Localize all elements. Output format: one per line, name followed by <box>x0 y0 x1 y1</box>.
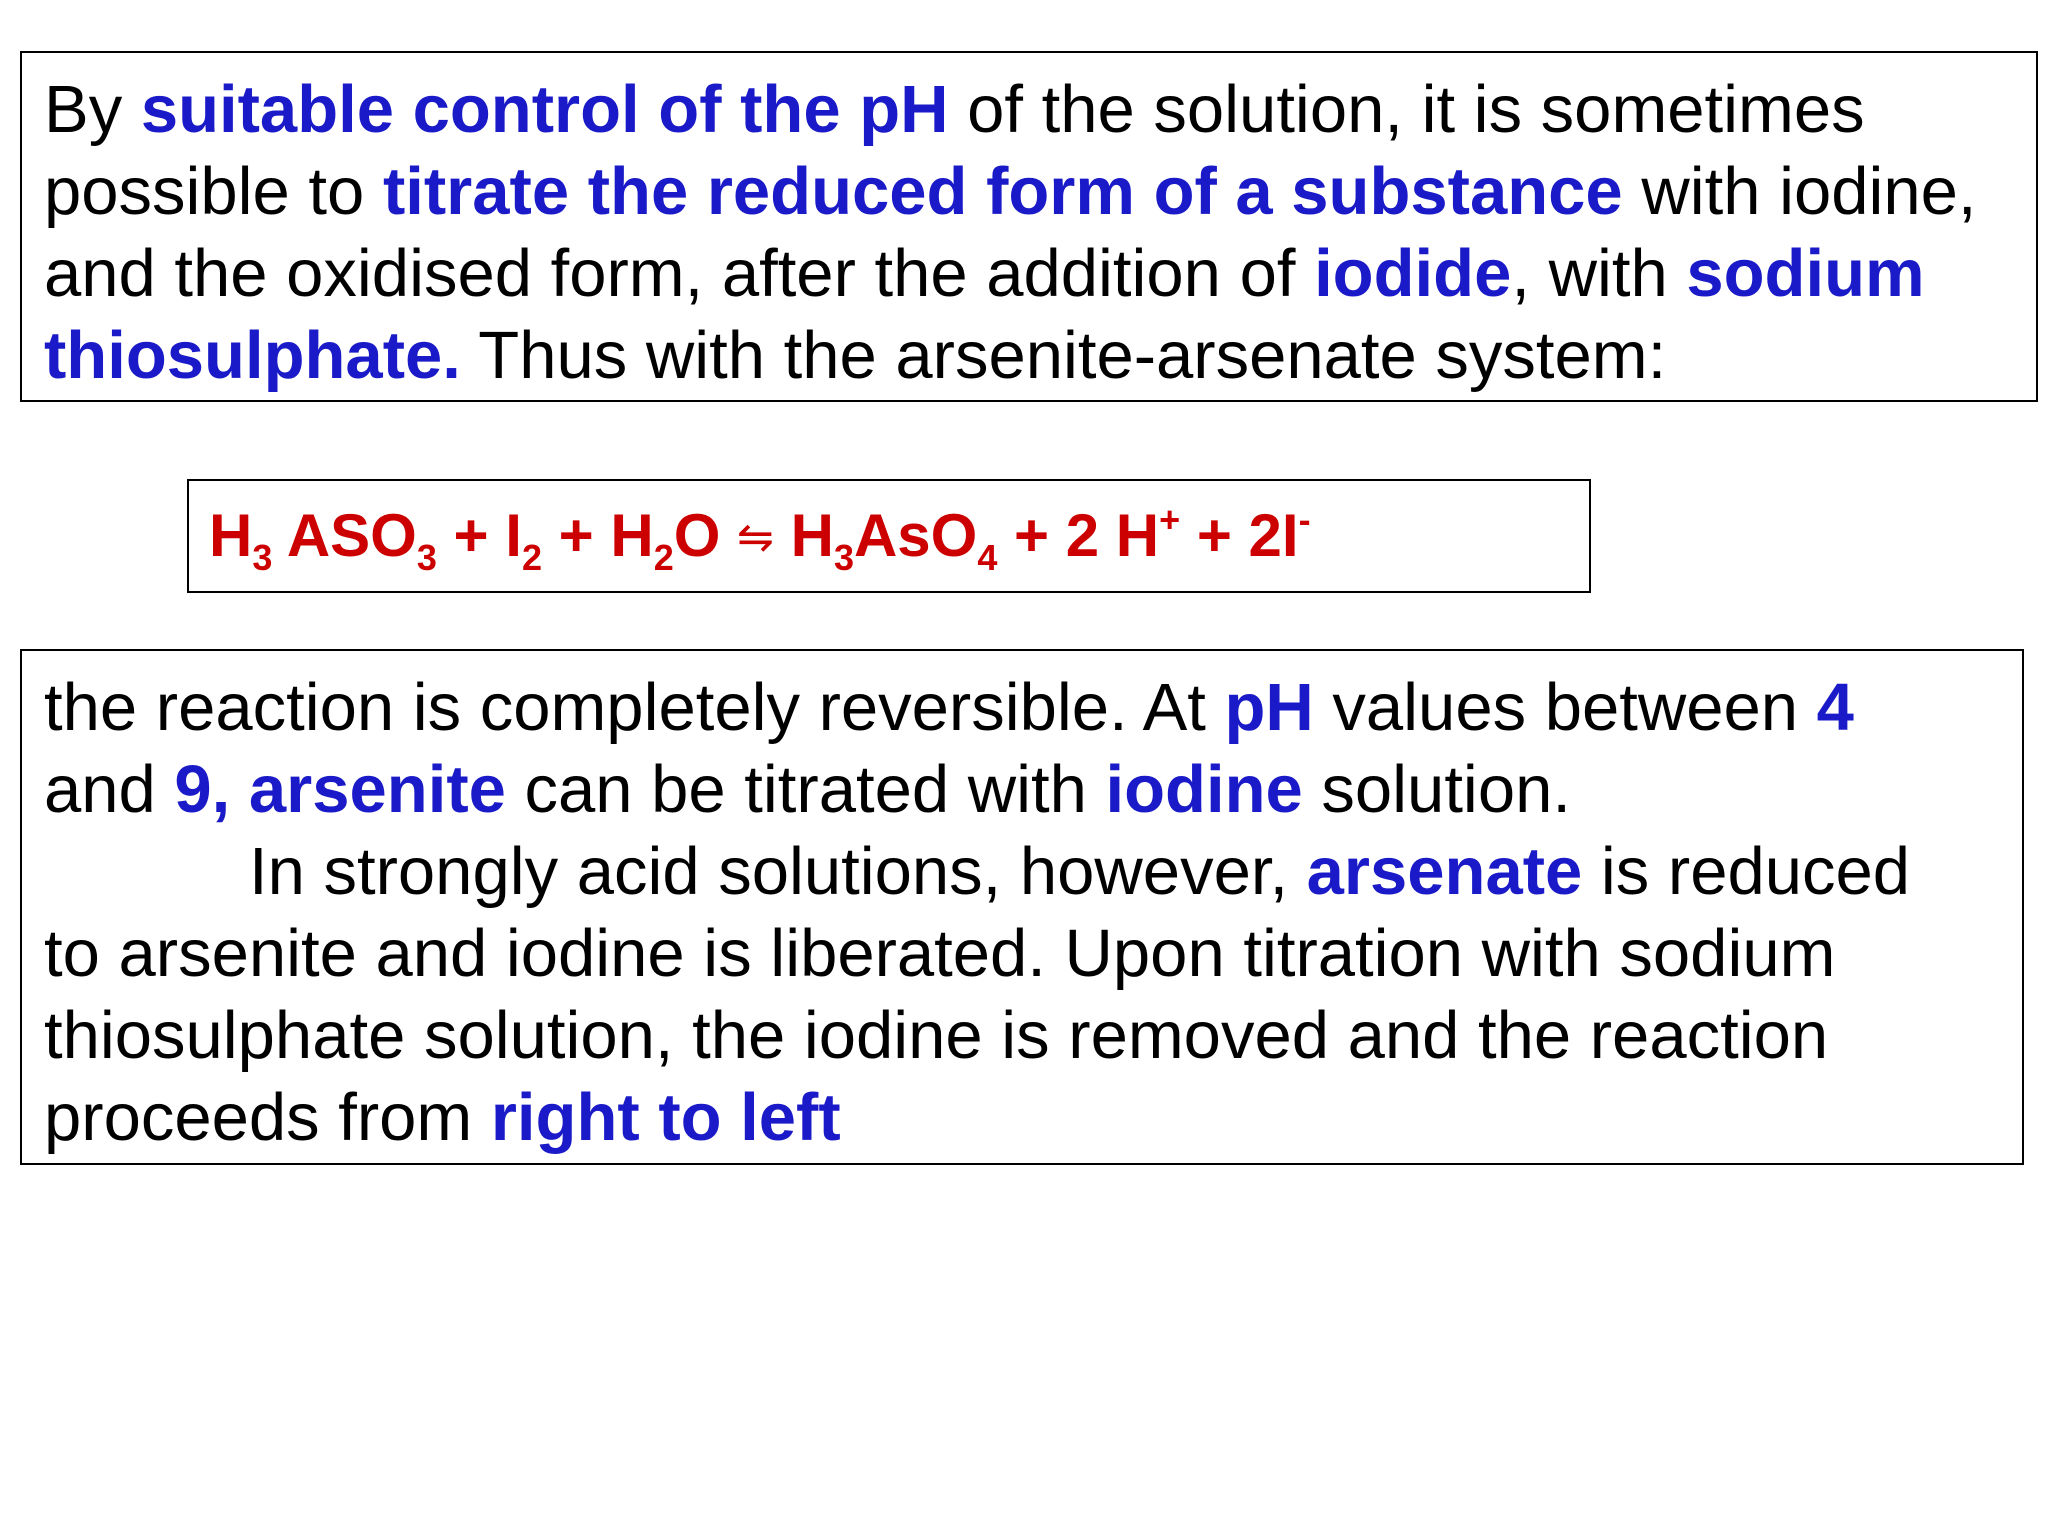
eq-term: O <box>673 502 738 569</box>
eq-term: H <box>209 502 253 569</box>
intro-text: of the solution, it is sometimes <box>948 72 1865 147</box>
eq-superscript: + <box>1159 499 1181 540</box>
body-text: values between <box>1313 670 1817 745</box>
intro-text-box <box>20 51 2038 402</box>
eq-subscript: 3 <box>416 537 437 578</box>
body-highlight: iodine <box>1105 752 1303 827</box>
explanation-paragraph <box>44 667 2022 1159</box>
equation-box <box>187 479 1591 593</box>
body-text: solution. <box>1302 752 1571 827</box>
eq-superscript: - <box>1298 499 1311 540</box>
eq-term: + 2 H <box>997 502 1160 569</box>
body-highlight: right to left <box>490 1080 841 1155</box>
intro-paragraph <box>44 69 2036 397</box>
body-highlight: arsenite <box>248 752 506 827</box>
body-text: to arsenite and iodine is liberated. Upon titration with sodium <box>44 916 1836 991</box>
intro-text: and the oxidised form, after the addition of <box>44 236 1315 311</box>
chemical-equation <box>209 499 1589 578</box>
intro-highlight: thiosulphate. <box>44 318 461 393</box>
body-text: the reaction is completely reversible. At <box>44 670 1225 745</box>
eq-term: AsO <box>853 502 978 569</box>
body-text: can be titrated with <box>505 752 1106 827</box>
eq-subscript: 3 <box>252 537 273 578</box>
intro-text: possible to <box>44 154 383 229</box>
intro-highlight: titrate the reduced form of a substance <box>382 154 1623 229</box>
body-highlight: 9, <box>174 752 231 827</box>
intro-text: with iodine, <box>1622 154 1977 229</box>
body-highlight: arsenate <box>1306 834 1583 909</box>
eq-subscript: 2 <box>653 537 674 578</box>
body-highlight: 4 <box>1816 670 1854 745</box>
body-text: thiosulphate solution, the iodine is removed and the reaction <box>44 998 1829 1073</box>
body-text: In strongly acid solutions, however, <box>249 834 1307 909</box>
eq-subscript: 2 <box>521 537 542 578</box>
intro-highlight: iodide <box>1314 236 1512 311</box>
intro-highlight: suitable control of the pH <box>140 72 949 147</box>
body-text <box>230 752 249 827</box>
eq-term: H <box>773 502 834 569</box>
intro-highlight: sodium <box>1686 236 1925 311</box>
intro-text: By <box>44 72 141 147</box>
body-text: proceeds from <box>44 1080 491 1155</box>
eq-term: ASO <box>272 502 417 569</box>
eq-term: + H <box>541 502 654 569</box>
intro-text: Thus with the arsenite-arsenate system: <box>460 318 1667 393</box>
eq-subscript: 3 <box>833 537 854 578</box>
body-text: and <box>44 752 175 827</box>
body-highlight: pH <box>1224 670 1314 745</box>
body-text: is reduced <box>1582 834 1911 909</box>
eq-subscript: 4 <box>977 537 998 578</box>
eq-term: + 2I <box>1180 502 1299 569</box>
explanation-text-box <box>20 649 2024 1165</box>
intro-text: , with <box>1511 236 1687 311</box>
eq-term: + I <box>436 502 522 569</box>
equilibrium-arrow-icon: ⇋ <box>737 512 774 563</box>
